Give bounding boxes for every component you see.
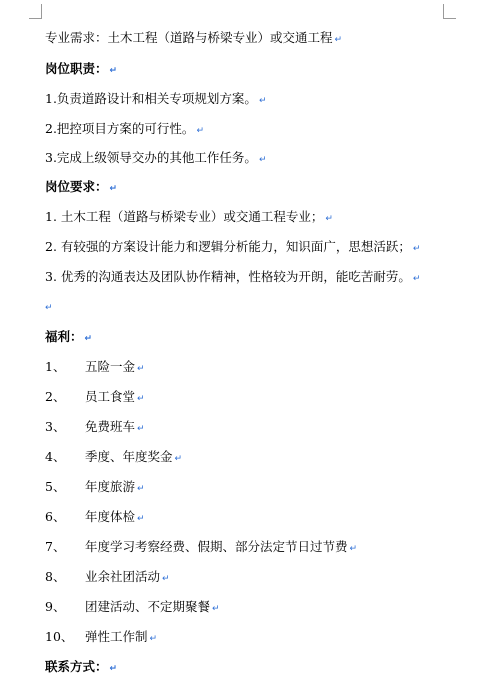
benefit-text: 年度旅游 [85, 479, 136, 494]
requirement-line[interactable] [45, 29, 342, 49]
duty-item[interactable] [45, 90, 266, 110]
paragraph-mark-icon: ↵ [149, 634, 158, 644]
benefit-text: 免费班车 [85, 419, 136, 434]
duty-text: 2.把控项目方案的可行性。 [45, 121, 195, 136]
crop-mark-top-right [443, 4, 456, 19]
benefit-item[interactable] [45, 508, 145, 528]
duties-heading[interactable] [45, 60, 117, 80]
paragraph-mark-icon: ↵ [45, 303, 53, 313]
paragraph-mark-icon: ↵ [109, 664, 118, 674]
benefit-text: 员工食堂 [85, 389, 136, 404]
requirement-item[interactable] [45, 208, 333, 228]
duty-item[interactable] [45, 149, 266, 169]
paragraph-mark-icon: ↵ [196, 126, 204, 136]
benefit-number: 3、 [45, 419, 66, 434]
benefit-item[interactable] [45, 538, 357, 558]
paragraph-mark-icon: ↵ [137, 364, 145, 374]
benefit-item[interactable] [45, 568, 170, 588]
benefits-heading-text: 福利： [45, 329, 83, 344]
duty-text: 1.负责道路设计和相关专项规划方案。 [45, 91, 257, 106]
benefit-number: 7、 [45, 539, 66, 554]
benefit-number: 8、 [45, 569, 66, 584]
benefits-heading[interactable] [45, 328, 92, 348]
benefit-text: 弹性工作制 [85, 629, 148, 644]
benefit-item[interactable] [45, 478, 145, 498]
paragraph-mark-icon: ↵ [174, 454, 183, 464]
benefit-text: 年度学习考察经费、假期、部分法定节日过节费 [85, 539, 348, 554]
crop-mark-top-left [29, 4, 42, 19]
paragraph-mark-icon: ↵ [162, 574, 170, 584]
requirement-item-text: 2. 有较强的方案设计能力和逻辑分析能力，知识面广，思想活跃； [45, 239, 411, 254]
requirement-text: 专业需求：土木工程（道路与桥梁专业）或交通工程 [45, 30, 333, 45]
paragraph-mark-icon: ↵ [325, 214, 333, 224]
paragraph-mark-icon: ↵ [84, 334, 93, 344]
benefit-number: 2、 [45, 389, 66, 404]
duty-text: 3.完成上级领导交办的其他工作任务。 [45, 150, 257, 165]
benefit-text: 季度、年度奖金 [85, 449, 173, 464]
paragraph-mark-icon: ↵ [258, 96, 267, 106]
requirement-item-text: 1. 土木工程（道路与桥梁专业）或交通工程专业； [45, 209, 324, 224]
requirements-heading[interactable] [45, 178, 117, 198]
benefit-text: 业余社团活动 [85, 569, 161, 584]
benefit-text: 五险一金 [85, 359, 136, 374]
duty-item[interactable] [45, 120, 204, 140]
paragraph-mark-icon: ↵ [212, 604, 220, 614]
requirements-heading-text: 岗位要求： [45, 179, 108, 194]
paragraph-mark-icon: ↵ [137, 424, 145, 434]
paragraph-mark-icon: ↵ [137, 484, 145, 494]
benefit-number: 6、 [45, 509, 66, 524]
paragraph-mark-icon: ↵ [137, 394, 145, 404]
contact-heading-text: 联系方式： [45, 659, 108, 674]
benefit-item[interactable] [45, 358, 145, 378]
benefit-item[interactable] [45, 448, 182, 468]
benefit-item[interactable] [45, 598, 220, 618]
empty-paragraph[interactable] [45, 297, 53, 317]
benefit-number: 10、 [45, 629, 74, 644]
benefit-number: 9、 [45, 599, 66, 614]
benefit-number: 4、 [45, 449, 66, 464]
duties-heading-text: 岗位职责： [45, 61, 108, 76]
paragraph-mark-icon: ↵ [137, 514, 145, 524]
paragraph-mark-icon: ↵ [109, 184, 118, 194]
benefit-item[interactable] [45, 388, 145, 408]
requirement-item[interactable] [45, 238, 420, 258]
paragraph-mark-icon: ↵ [412, 274, 421, 284]
benefit-item[interactable] [45, 418, 145, 438]
paragraph-mark-icon: ↵ [412, 244, 421, 254]
contact-heading[interactable] [45, 658, 117, 678]
benefit-number: 1、 [45, 359, 66, 374]
requirement-item[interactable] [45, 268, 420, 288]
paragraph-mark-icon: ↵ [258, 155, 267, 165]
benefit-text: 团建活动、不定期聚餐 [85, 599, 211, 614]
requirement-item-text: 3. 优秀的沟通表达及团队协作精神，性格较为开朗，能吃苦耐劳。 [45, 269, 411, 284]
benefit-number: 5、 [45, 479, 66, 494]
benefit-text: 年度体检 [85, 509, 136, 524]
paragraph-mark-icon: ↵ [349, 544, 358, 554]
benefit-item[interactable] [45, 628, 157, 648]
paragraph-mark-icon: ↵ [109, 66, 118, 76]
paragraph-mark-icon: ↵ [334, 35, 343, 45]
